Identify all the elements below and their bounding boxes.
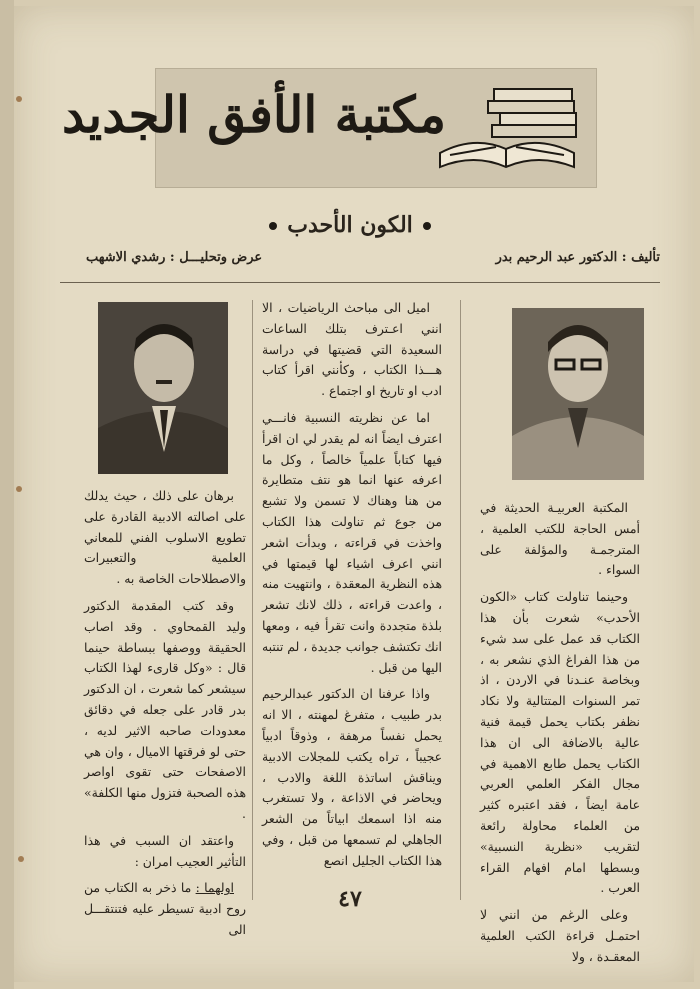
- paragraph: المكتبة العربيـة الحديثة في أمس الحاجة للكتب العلمية ، المترجمـة والمؤلفة على السواء .: [480, 500, 640, 578]
- author-byline: تأليف : الدكتور عبد الرحيم بدر: [495, 250, 660, 265]
- paragraph: اما عن نظريته النسبية فانـــي اعترف ايضاً انه لم يقدر لي ان اقرأ فيها كتاباً علمياً خالصاً ، وكل ما اعرفه عنها انما هو نتف متطايرة من هنا وهناك لا تسمن ولا تشبع من جوع ثم تناولت هذا الكتاب واخذت في قراءته ، وبدأت اشعر انني اعرف اشياء لها قيمتها في هذه النظرية المعقدة ، وانتهيت منه ، واعدت قراءته ، ذلك لانك تشعر بلذة متجددة وانت تقرأ فيه ، ومعها انك تكتشف جوانب جديدة ، لم تنتبه اليها من قبل .: [262, 409, 442, 675]
- staple-rust-mark: [18, 856, 24, 862]
- staple-rust-mark: [16, 96, 22, 102]
- reviewer-portrait: [98, 302, 228, 474]
- paragraph: وعلى الرغم من انني لا احتمـل قراءة الكتب العلمية المعقـدة ، ولا: [480, 907, 640, 964]
- paragraph: برهان على ذلك ، حيث يدلك على اصالته الادبية القادرة على تطويع الاسلوب الفني للمعاني العلمية والتعبيرات والاصطلاحات الخاصة به .: [84, 488, 246, 587]
- paragraph-lead: اولهما :: [195, 880, 234, 896]
- article-title: [0, 212, 700, 238]
- title-bullet-icon: [269, 222, 277, 230]
- title-bullet-icon: [423, 222, 431, 230]
- column-divider: [252, 300, 253, 900]
- paragraph: وحينما تناولت كتاب «الكون الأحدب» شعرت بأن هذا الكتاب قد عمل على سد شيء من هذا الفراغ الذي نشعر به ، وبخاصة عنـدنا في الاردن ، اذ تمر السنوات المتتالية ولا نكاد نظفر بكتاب يحمل قيمة فنية عالية بالاضافة الى ان هذا الكتاب يحمل طابع الاهمية في مجال الفكر العلمي العربي عامة ايضاً ، فقد اعتبره كثير من العلماء محاولة رائعة لتقريب «نظرية النسبية» وبسطها امام افهام القراء العرب .: [480, 589, 640, 896]
- masthead-banner: [62, 68, 597, 188]
- masthead-title: مكتبة الأفق الجديد: [62, 85, 446, 144]
- reviewer-byline: عرض وتحليـــل : رشدي الاشهب: [86, 250, 263, 265]
- author-portrait: [512, 308, 644, 480]
- article-column-left: [84, 486, 246, 947]
- staple-rust-mark: [16, 486, 22, 492]
- paragraph-text: ما ذخر به الكتاب من روح ادبية تسيطر عليه فتنتقـــل الى: [84, 880, 246, 937]
- paragraph: اميل الى مباحث الرياضيات ، الا انني اعـترف بتلك الساعات السعيدة التي قضيتها في دراسة هـــذا الكتاب ، وكأنني اقرأ كتاب ادب او تاريخ او اجتماع .: [262, 300, 442, 399]
- books-icon: [434, 83, 584, 175]
- header-rule: [60, 282, 660, 283]
- column-divider: [460, 300, 461, 900]
- paragraph: واذا عرفنا ان الدكتور عبدالرحيم بدر طبيب ، متفرغ لمهنته ، الا انه يحمل نفساً مرهفة ، وذوقاً ادبياً عجيباً ، تراه يكتب للمجلات الادبية ويناقش اساتذة اللغة والادب ، ويحاضر في الاذاعة ، ولا تستغرب منه اذا اسمعك ابياتاً من الشعر الجاهلي لم تسمعها من قبل ، وفي هذا الكتاب الجليل انصع: [262, 686, 442, 868]
- article-column-middle: [262, 298, 442, 878]
- paragraph: وقد كتب المقدمة الدكتور وليد القمحاوي . وقد اصاب الحقيقة ووصفها ببساطة حينما قال : «وكل قارىء لهذا الكتاب سيشعر كما شعرت ، ان الدكتور بدر قادر على جعله في دقائق معدودات صاحبه الاثير لديه ، حتى لو فرقتها الاميال ، وان هي الاصفحات حتى تقوى اواصر هذه الصحبة فتزول منها الكلفة» .: [84, 597, 246, 821]
- article-title-text: الكون الأحدب: [287, 212, 413, 238]
- page-number: ٤٧: [338, 886, 362, 912]
- paragraph: واعتقد ان السبب في هذا التأثير العجيب امران :: [84, 832, 246, 869]
- page-binding-edge: [0, 0, 14, 989]
